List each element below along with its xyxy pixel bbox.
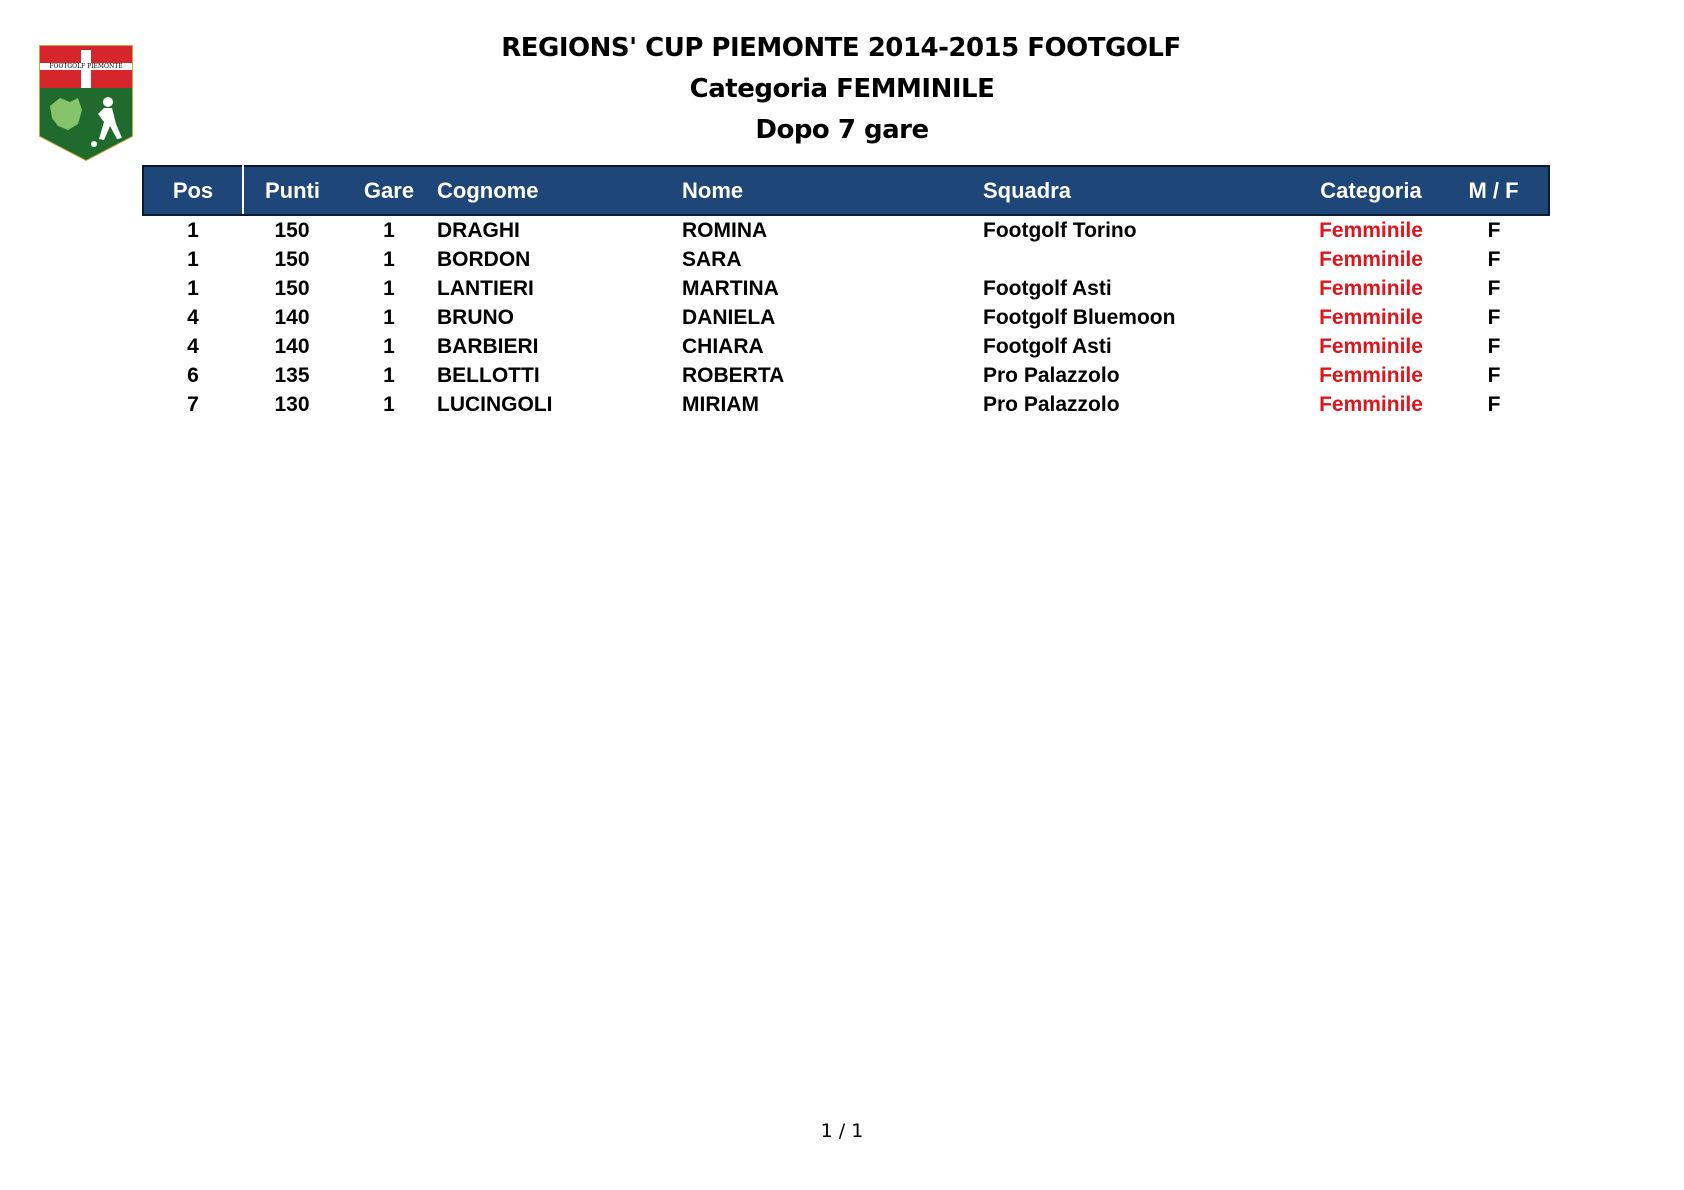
- cell-nome: CHIARA: [682, 335, 764, 358]
- cell-squadra: Pro Palazzolo: [983, 364, 1120, 387]
- table-row: [143, 390, 1549, 419]
- cell-mf: F: [1487, 306, 1501, 329]
- table-row: [143, 274, 1549, 303]
- column-header-cognome: Cognome: [437, 166, 682, 215]
- cell-gare: 1: [383, 335, 395, 358]
- table-row: [143, 361, 1549, 390]
- cell-punti: 135: [274, 364, 310, 387]
- cell-categoria: Femminile: [1319, 248, 1423, 271]
- cell-pos: 7: [187, 393, 199, 416]
- standings-table: [142, 165, 1550, 419]
- cell-cognome: BELLOTTI: [437, 364, 540, 387]
- column-header-pos: Pos: [143, 166, 243, 215]
- cell-pos: 1: [187, 277, 199, 300]
- cell-squadra: Footgolf Asti: [983, 335, 1112, 358]
- cell-squadra: Footgolf Torino: [983, 219, 1137, 242]
- cell-categoria: Femminile: [1319, 277, 1423, 300]
- cell-mf: F: [1487, 335, 1501, 358]
- cell-punti: 150: [274, 219, 310, 242]
- cell-nome: MIRIAM: [682, 393, 759, 416]
- table-header-row: [143, 166, 1549, 215]
- cell-mf: F: [1487, 219, 1501, 242]
- cell-nome: DANIELA: [682, 306, 776, 329]
- cell-nome: SARA: [682, 248, 742, 271]
- cell-cognome: BRUNO: [437, 306, 514, 329]
- report-title: REGIONS' CUP PIEMONTE 2014-2015 FOOTGOLF: [501, 33, 1181, 63]
- report-subtitle: Dopo 7 gare: [755, 115, 929, 145]
- cell-categoria: Femminile: [1319, 335, 1423, 358]
- cell-pos: 1: [187, 248, 199, 271]
- cell-categoria: Femminile: [1319, 306, 1423, 329]
- cell-nome: ROBERTA: [682, 364, 785, 387]
- cell-mf: F: [1487, 277, 1501, 300]
- column-header-punti: Punti: [243, 166, 341, 215]
- cell-cognome: LANTIERI: [437, 277, 534, 300]
- cell-pos: 6: [187, 364, 199, 387]
- table-row: [143, 245, 1549, 274]
- table-row: [143, 215, 1549, 245]
- column-header-nome: Nome: [682, 166, 983, 215]
- cell-mf: F: [1487, 364, 1501, 387]
- cell-squadra: [983, 245, 1303, 274]
- cell-punti: 150: [274, 277, 310, 300]
- cell-punti: 130: [274, 393, 310, 416]
- cell-cognome: LUCINGOLI: [437, 393, 553, 416]
- table-row: [143, 303, 1549, 332]
- cell-cognome: BARBIERI: [437, 335, 539, 358]
- column-header-gare: Gare: [341, 166, 437, 215]
- cell-categoria: Femminile: [1319, 364, 1423, 387]
- cell-nome: MARTINA: [682, 277, 779, 300]
- svg-text:FOOTGOLF PIEMONTE: FOOTGOLF PIEMONTE: [49, 63, 123, 70]
- cell-categoria: Femminile: [1319, 393, 1423, 416]
- cell-mf: F: [1487, 393, 1501, 416]
- column-header-squadra: Squadra: [983, 166, 1303, 215]
- cell-cognome: DRAGHI: [437, 219, 520, 242]
- cell-nome: ROMINA: [682, 219, 768, 242]
- report-category: Categoria FEMMINILE: [689, 74, 995, 104]
- column-header-mf: M / F: [1439, 166, 1549, 215]
- column-header-categoria: Categoria: [1303, 166, 1439, 215]
- cell-punti: 140: [274, 306, 310, 329]
- cell-pos: 4: [187, 306, 199, 329]
- cell-mf: F: [1487, 248, 1501, 271]
- cell-squadra: Footgolf Bluemoon: [983, 306, 1176, 329]
- cell-punti: 150: [274, 248, 310, 271]
- cell-gare: 1: [383, 277, 395, 300]
- cell-gare: 1: [383, 364, 395, 387]
- cell-gare: 1: [383, 219, 395, 242]
- cell-pos: 1: [187, 219, 199, 242]
- cell-squadra: Pro Palazzolo: [983, 393, 1120, 416]
- cell-gare: 1: [383, 306, 395, 329]
- cell-gare: 1: [383, 248, 395, 271]
- page-number: 1 / 1: [820, 1120, 864, 1142]
- cell-categoria: Femminile: [1319, 219, 1423, 242]
- cell-gare: 1: [383, 393, 395, 416]
- report-title-block: [0, 28, 1684, 151]
- table-row: [143, 332, 1549, 361]
- cell-cognome: BORDON: [437, 248, 531, 271]
- cell-pos: 4: [187, 335, 199, 358]
- cell-punti: 140: [274, 335, 310, 358]
- cell-squadra: Footgolf Asti: [983, 277, 1112, 300]
